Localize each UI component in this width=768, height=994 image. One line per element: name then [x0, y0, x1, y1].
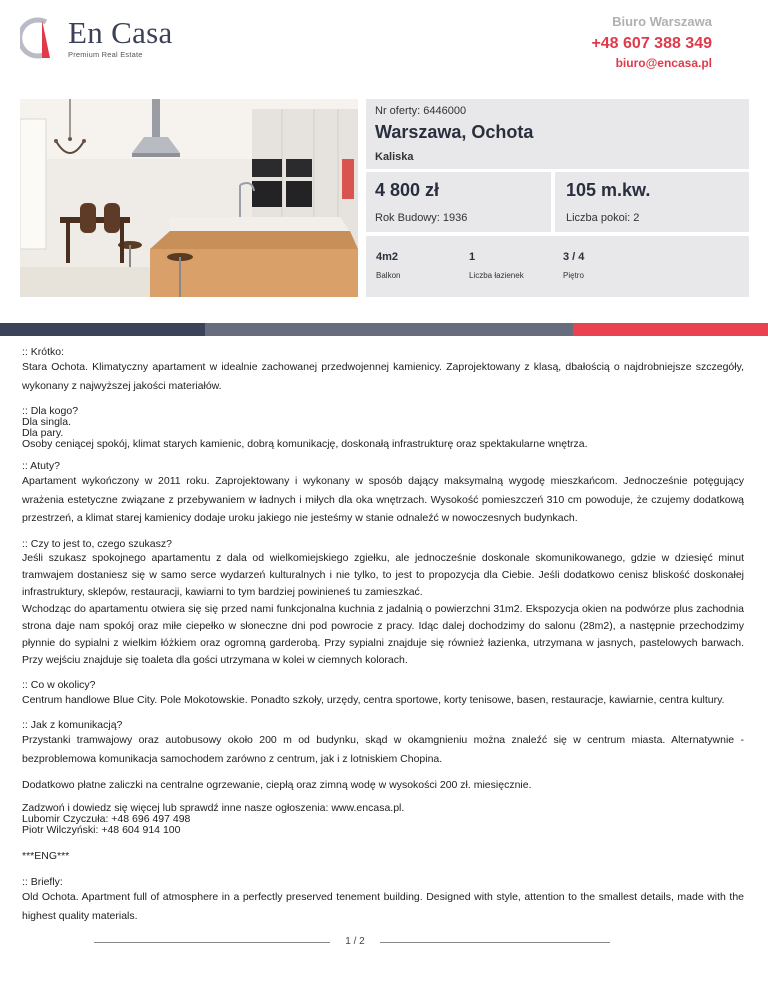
footer-rule-left [94, 942, 330, 943]
offer-price: 4 800 zł [375, 180, 440, 200]
section-line: Dla pary. [22, 427, 64, 439]
kitchen-photo-illustration [20, 99, 358, 297]
section-heading: :: Briefly: [22, 876, 63, 888]
phone-link[interactable]: +48 607 388 349 [591, 35, 712, 52]
stat-label: Liczba łazienek [469, 271, 524, 280]
stripe-gray [205, 323, 573, 336]
section-text: Apartament wykończony w 2011 roku. Zaprojektowany i wykonany w sposób dający maksymalną wygodę mieszkańcom. Jednocześnie potęgujący wrażenia estetyczne związane z przebywaniem w ładnych i miłych dla oka wnętrzach. Wysokość pomieszczeń 310 cm powoduje, że czujemy dodatkową przestrzeń, a klimat starej kamienicy dodaje uroku jakiego nie jesteśmy w stanie odnaleźć w nowoczesnych budynkach. [22, 475, 744, 524]
contact-block [591, 14, 712, 71]
offer-street: Kaliska [375, 151, 414, 163]
section-heading: :: Dla kogo? [22, 405, 79, 417]
section-text: Wchodząc do apartamentu otwiera się się przed nami funkcjonalna kuchnia z jadalnią o powierzchni 31m2. Ekspozycja okien na podwórze plus zachodnia strona daje nam spokój oraz miłe ciepełko w słoneczne dni pod powrocie z pracy. Idąc dalej dochodzimy do salonu (28m2), a następnie przechodzimy płynnie do sypialni z wielkim łóżkiem oraz ogromną garderobą. Przy sypialni znajduje się również łazienka, utrzymana w jasnych, pastelowych barwach. Przy wejściu znajduje się toaleta dla gości utrzymana w kolei w ciemnych kolorach. [22, 602, 744, 666]
stat-bathrooms [469, 251, 524, 280]
price-panel [366, 172, 551, 232]
contact-line: Zadzwoń i dowiedz się więcej lub sprawdź inne nasze ogłoszenia: www.encasa.pl. [22, 802, 405, 814]
email-link[interactable]: biuro@encasa.pl [615, 56, 712, 70]
area-panel [555, 172, 749, 232]
contact-line: Piotr Wilczyński: +48 604 914 100 [22, 824, 181, 836]
page-number: 1 / 2 [345, 936, 365, 947]
section-text: Stara Ochota. Klimatyczny apartament w idealnie zachowanej przedwojennej kamienicy. Zaprojektowany z klasą, dbałością o najdrobniejsze szczegóły, wykonany z najwyższej jakości materiałów. [22, 361, 744, 392]
section-pros [22, 461, 744, 528]
section-heading: :: Jak z komunikacją? [22, 719, 123, 731]
section-short [22, 347, 744, 395]
section-area [22, 680, 744, 710]
stripe-red [573, 323, 768, 336]
section-fees [22, 779, 744, 792]
section-text: Old Ochota. Apartment full of atmosphere in a perfectly preserved tenement building. Designed with style, attention to the smallest details, made with the highest quality materials. [22, 891, 744, 922]
section-text: Centrum handlowe Blue City. Pole Mokotowskie. Ponadto szkoły, urzędy, centra sportowe, korty tenisowe, basen, restauracje, kawiarnie, centra kultury. [22, 693, 725, 706]
section-heading: :: Krótko: [22, 346, 65, 358]
footer-rule-right [380, 942, 610, 943]
section-communication [22, 720, 744, 768]
offer-area: 105 m.kw. [566, 180, 651, 200]
offer-title-panel [366, 99, 749, 169]
section-heading: :: Czy to jest to, czego szukasz? [22, 537, 172, 550]
section-briefly [22, 877, 744, 925]
offer-city: Warszawa, Ochota [375, 122, 534, 142]
page-footer [94, 936, 610, 950]
description [22, 347, 744, 936]
eng-marker: ***ENG*** [22, 850, 70, 862]
contact-line: Lubomir Czyczuła: +48 696 497 498 [22, 813, 191, 825]
property-photo [20, 99, 358, 297]
section-search [22, 539, 744, 669]
color-stripe [0, 323, 768, 336]
stat-label: Piętro [563, 271, 584, 280]
stats-panel [366, 236, 749, 297]
stat-balcony [376, 251, 400, 280]
section-heading: :: Atuty? [22, 460, 60, 472]
logo-mark-icon [20, 16, 56, 60]
section-line: Dla singla. [22, 416, 72, 428]
section-contact [22, 803, 744, 836]
fees-text: Dodatkowo płatne zaliczki na centralne ogrzewanie, ciepłą oraz zimną wodę w wysokości 200 zł. miesięcznie. [22, 779, 532, 791]
section-heading: :: Co w okolicy? [22, 678, 96, 691]
stat-value: 3 / 4 [563, 251, 585, 263]
offer-number: Nr oferty: 6446000 [375, 105, 467, 117]
stat-value: 4m2 [376, 251, 399, 263]
logo-text: En Casa [68, 15, 173, 50]
stripe-navy [0, 323, 205, 336]
section-text: Przystanki tramwajowy oraz autobusowy około 200 m od budynku, skąd w okamgnieniu można znaleźć się w centrum miasta. Alternatywnie - bezproblemowa komunikacja samochodem zarówno z centrum, jak i z lotniskiem Chopina. [22, 734, 744, 765]
office-name: Biuro Warszawa [612, 14, 712, 29]
stat-floor [563, 251, 584, 280]
logo-subtitle: Premium Real Estate [68, 50, 143, 59]
stat-value: 1 [469, 251, 476, 263]
stat-label: Balkon [376, 271, 401, 280]
rooms-count: Liczba pokoi: 2 [566, 212, 640, 224]
build-year: Rok Budowy: 1936 [375, 212, 468, 224]
section-line: Osoby ceniącej spokój, klimat starych kamienic, dobrą komunikację, doskonałą infrastrukturę oraz spektakularne wnętrza. [22, 438, 588, 450]
logo [20, 14, 195, 62]
section-text: Jeśli szukasz spokojnego apartamentu z dala od wielkomiejskiego zgiełku, ale jednocześnie doskonale skomunikowanego, gdzie w dziesięć minut tramwajem dostaniesz się w samo serce wydarzeń kulturalnych i nie tylko, to jest to propozycja dla Ciebie. Jeśli dodatkowo cenisz bliskość doskonałej infrastruktury, sklepów, restauracji, kawiarni to tym bardziej powinieneś tu zamieszkać. [22, 551, 744, 598]
section-eng [22, 850, 744, 863]
section-who [22, 406, 744, 450]
